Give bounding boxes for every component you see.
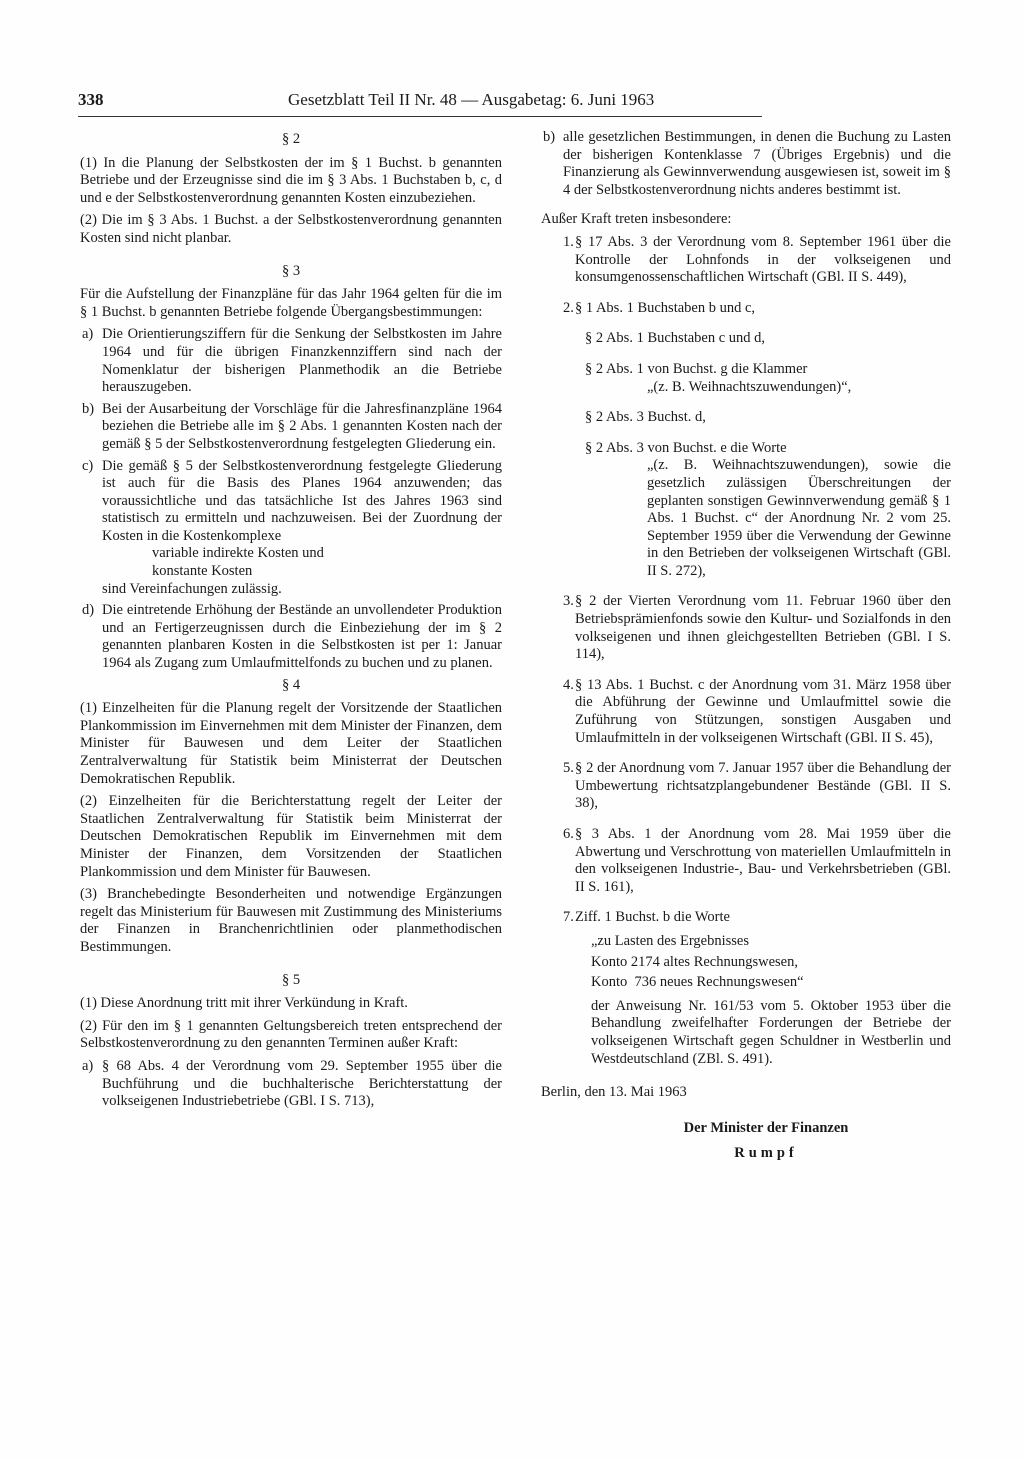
section-3-item-a	[80, 326, 502, 396]
repeal-item-4	[541, 677, 951, 747]
item-text: Ziff. 1 Buchst. b die Worte	[575, 909, 730, 926]
repeal-item-2-sub-d: § 2 Abs. 3 Buchst. d,	[585, 409, 706, 426]
section-2-paragraph-2: (2) Die im § 3 Abs. 1 Buchst. a der Selbstkostenverordnung genannten Kosten sind nicht planbar.	[80, 212, 502, 246]
item-text: § 17 Abs. 3 der Verordnung vom 8. September 1961 über die Kontrolle der Lohnfonds in der volkseigenen und konsumgenossenschaftlichen Wirtschaft (GBl. II S. 449),	[575, 233, 951, 286]
repeal-intro: Außer Kraft treten insbesondere:	[541, 211, 732, 228]
item-text: § 68 Abs. 4 der Verordnung vom 29. September 1955 über die Buchführung und die buchhalterische Berichterstattung der volkseigenen Industriebetriebe (GBl. I S. 713),	[102, 1057, 502, 1110]
section-4-paragraph-2: (2) Einzelheiten für die Berichterstattung regelt der Leiter der Staatlichen Zentralverwaltung für Statistik beim Ministerrat der Deutschen Demokratischen Republik im Einvernehmen mit dem Minister der Finanzen, dem Vorsitzenden der Staatlichen Plankommission und dem Minister für Bauwesen.	[80, 793, 502, 880]
item-label: d)	[82, 602, 95, 619]
section-5-heading: § 5	[281, 971, 301, 988]
repeal-item-2-sub-b: § 2 Abs. 1 Buchstaben c und d,	[585, 330, 766, 347]
repeal-item-6	[541, 826, 951, 896]
repeal-item-2-sub-e	[585, 440, 951, 581]
item-label: b)	[82, 400, 95, 417]
left-column	[80, 129, 502, 1115]
item-number: 2.	[563, 299, 574, 316]
item-text: § 3 Abs. 1 der Anordnung vom 28. Mai 1959 über die Abwertung und Verschrottung von materiellen Umlaufmitteln in den volkseigenen Industrie-, Bau- und Verkehrsbetrieben (GBl. II S. 161),	[575, 826, 951, 895]
item-number: 7.	[563, 909, 574, 926]
cost-complex-line-2: konstante Kosten	[152, 563, 253, 580]
item-number: 4.	[563, 676, 574, 693]
repeal-item-7-quote-line-1: „zu Lasten des Ergebnisses	[591, 932, 749, 949]
repeal-item-1	[541, 234, 951, 287]
header-rule	[78, 116, 762, 117]
item-text: § 1 Abs. 1 Buchstaben b und c,	[575, 299, 756, 316]
section-3-item-c	[80, 458, 502, 599]
repeal-item-3	[541, 593, 951, 663]
section-5-item-a	[80, 1058, 502, 1111]
right-column	[541, 129, 951, 1163]
repeal-item-7-quote-line-2: Konto 2174 altes Rechnungswesen,	[591, 953, 798, 970]
signatory-title: Der Minister der Finanzen	[683, 1119, 849, 1136]
item-number: 6.	[563, 826, 574, 842]
sub-quote: „(z. B. Weihnachtszuwendungen), sowie die gesetzlich zulässigen Überschreitungen der geplanten sonstigen Gewinnverwendung gemäß § 1 Abs. 1 Buchst. c“ der Anordnung Nr. 2 vom 25. September 1959 über die Verwendung der Gewinne in den Betrieben der volkseigenen Wirtschaft (GBl. II S. 272),	[647, 457, 951, 579]
item-text: Bei der Ausarbeitung der Vorschläge für die Jahresfinanzpläne 1964 beziehen die Betriebe alle im § 2 Abs. 1 genannten Kosten nach der gemäß § 5 der Selbstkostenverordnung festgelegten Gliederung ein.	[102, 400, 502, 452]
sub-ref: § 2 Abs. 1	[585, 360, 644, 377]
item-number: 5.	[563, 760, 574, 777]
sub-text: von Buchst. g die Klammer	[647, 360, 808, 377]
item-text: Die eintretende Erhöhung der Bestände an unvollendeter Produktion und an Fertigerzeugnissen durch die Einbeziehung der im § 2 genannten planbaren Kosten in die Selbstkosten ist per 1: Januar 1964 als Zugang zum Umlaufmittelfonds zu buchen und zu planen.	[102, 602, 502, 672]
section-3-heading: § 3	[281, 262, 301, 279]
section-4-paragraph-3: (3) Branchebedingte Besonderheiten und notwendige Ergänzungen regelt das Ministerium für Bauwesen mit Zustimmung des Ministeriums der Finanzen in Branchenrichtlinien oder planmethodischen Bestimmungen.	[80, 886, 502, 955]
cost-complex-line-1: variable indirekte Kosten und	[152, 545, 324, 562]
section-4-paragraph-1: (1) Einzelheiten für die Planung regelt der Vorsitzende der Staatlichen Plankommission im Einvernehmen mit dem Minister der Finanzen, dem Minister für Bauwesen und dem Leiter der Staatlichen Zentralverwaltung für Statistik beim Ministerrat der Deutschen Demokratischen Republik.	[80, 700, 502, 787]
item-text: § 13 Abs. 1 Buchst. c der Anordnung vom 31. März 1958 über die Abführung der Gewinne und Umlaufmittel sowie die Zuführung von Stützungen, sonstigen Ausgaben und Umlaufmitteln in der volkseigenen Wirtschaft (GBl. II S. 45),	[575, 676, 951, 746]
item-text: alle gesetzlichen Bestimmungen, in denen die Buchung zu Lasten der bisherigen Kontenklasse 7 (Übriges Ergebnis) und die Finanzierung als Gewinnverwendung ausgewiesen ist, soweit im § 4 der Selbstkostenverordnung nichts anderes bestimmt ist.	[563, 129, 951, 198]
item-text: § 2 der Anordnung vom 7. Januar 1957 über die Behandlung der Umbewertung richtsatzplangebundener Bestände (GBl. II S. 38),	[575, 760, 951, 812]
item-text-end: sind Vereinfachungen zulässig.	[102, 580, 282, 597]
repeal-item-7-text-end: der Anweisung Nr. 161/53 vom 5. Oktober 1953 über die Behandlung zweifelhafter Forderungen der Betriebe der volkseigenen Wirtschaft gegen Schuldner in Westberlin und Westdeutschland (ZBl. S. 491).	[591, 997, 951, 1067]
sub-text: von Buchst. e die Worte	[647, 439, 787, 456]
section-2-heading: § 2	[281, 131, 301, 147]
item-text: § 2 der Vierten Verordnung vom 11. Februar 1960 über den Betriebsprämienfonds sowie den Kultur- und Sozialfonds in den volkseigenen und ihnen gleichgestellten Betrieben (GBl. I S. 114),	[575, 593, 951, 663]
item-text: Die gemäß § 5 der Selbstkostenverordnung festgelegte Gliederung ist auch für die Basis des Planes 1964 anzuwenden; das voraussichtliche und das tatsächliche Ist des Jahres 1963 sind statistisch zu ermitteln und nachzuweisen. Bei der Zuordnung der Kosten in die Kostenkomplexe	[102, 457, 502, 544]
item-number: 1.	[563, 233, 574, 250]
item-label: a)	[82, 1057, 94, 1074]
repeal-item-2	[541, 300, 951, 318]
repeal-item-2-sub-c	[585, 361, 951, 396]
section-3-intro: Für die Aufstellung der Finanzpläne für das Jahr 1964 gelten für die im § 1 Buchst. b genannten Betriebe folgende Übergangsbestimmungen:	[80, 286, 502, 320]
section-5-paragraph-1: (1) Diese Anordnung tritt mit ihrer Verkündung in Kraft.	[80, 995, 408, 1012]
sub-ref: § 2 Abs. 3	[585, 439, 644, 456]
sub-quote: „(z. B. Weihnachtszuwendungen)“,	[647, 378, 852, 395]
repeal-item-7	[541, 909, 951, 927]
item-number: 3.	[563, 593, 574, 610]
section-3-item-d	[80, 602, 502, 672]
item-label: b)	[543, 129, 556, 145]
item-label: a)	[82, 326, 94, 343]
repeal-item-5	[541, 760, 951, 813]
page-header-title: Gesetzblatt Teil II Nr. 48 — Ausgabetag: 6. Juni 1963	[288, 90, 655, 109]
section-5-paragraph-2: (2) Für den im § 1 genannten Geltungsbereich treten entsprechend der Selbstkostenverordnung zu den genannten Terminen außer Kraft:	[80, 1017, 502, 1052]
repeal-item-7-quote-line-3: Konto 736 neues Rechnungswesen“	[591, 974, 804, 991]
section-3-item-b	[80, 401, 502, 454]
place-and-date: Berlin, den 13. Mai 1963	[541, 1084, 687, 1101]
section-2-paragraph-1: (1) In die Planung der Selbstkosten der im § 1 Buchst. b genannten Betriebe und der Erzeugnisse sind die im § 3 Abs. 1 Buchstaben b, c, d und e der Selbstkostenverordnung genannten Kosten einzubeziehen.	[80, 154, 502, 206]
page-number: 338	[78, 90, 104, 109]
signatory-name: Rumpf	[734, 1145, 798, 1162]
item-label: c)	[82, 457, 94, 474]
item-text: Die Orientierungsziffern für die Senkung der Selbstkosten im Jahre 1964 und für die übrigen Finanzkennziffern sind nach der Nomenklatur der bisherigen Planmethodik an die Betriebe herauszugeben.	[102, 326, 502, 396]
section-4-heading: § 4	[281, 676, 301, 693]
section-5-item-b	[541, 129, 951, 199]
